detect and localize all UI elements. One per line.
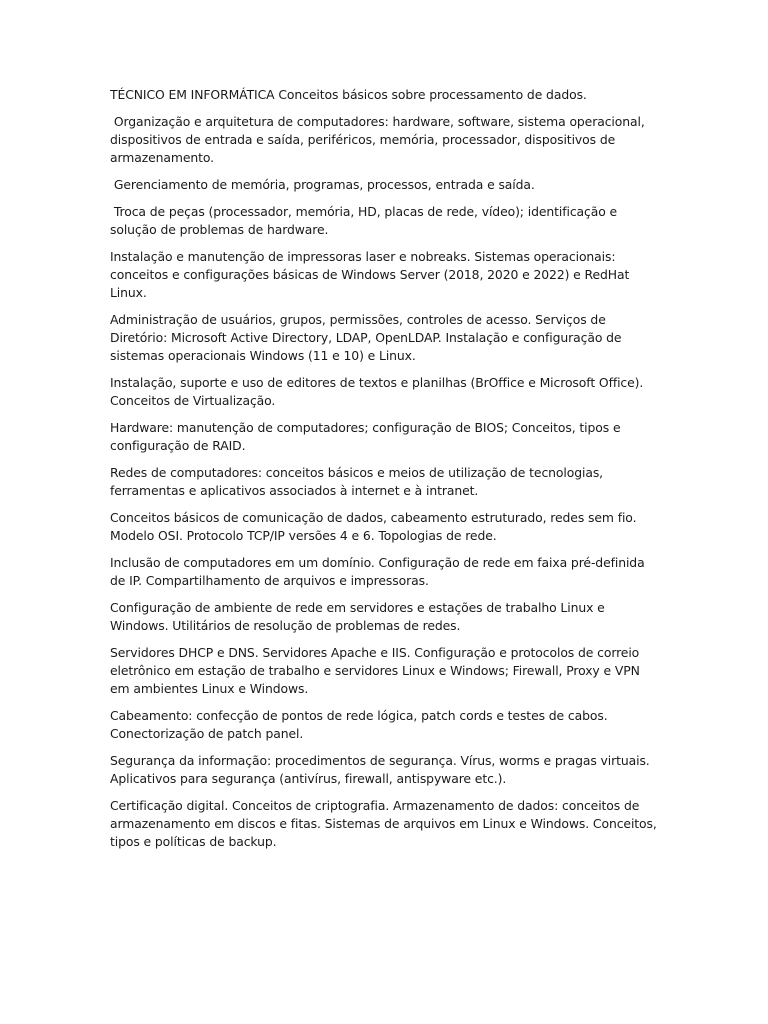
paragraph-ambiente-rede: Configuração de ambiente de rede em servidores e estações de trabalho Linux e Windows. Utilitários de resolução de problemas de redes. xyxy=(110,600,609,633)
paragraph-editores: Instalação, suporte e uso de editores de textos e planilhas (BrOffice e Microsoft Office). Conceitos de Virtualização. xyxy=(110,375,648,408)
paragraph-comunicacao: Conceitos básicos de comunicação de dados, cabeamento estruturado, redes sem fio. Modelo OSI. Protocolo TCP/IP versões 4 e 6. Topologias de rede. xyxy=(110,510,641,543)
paragraph-redes: Redes de computadores: conceitos básicos e meios de utilização de tecnologias, ferramentas e aplicativos associados à internet e à intranet. xyxy=(110,465,607,498)
paragraph-dominio: Inclusão de computadores em um domínio. Configuração de rede em faixa pré-definida de IP. Compartilhamento de arquivos e impressoras. xyxy=(110,555,649,588)
paragraph-impressoras: Instalação e manutenção de impressoras laser e nobreaks. Sistemas operacionais: conceitos e configurações básicas de Windows Server (2018, 2020 e 2022) e RedHat Linux. xyxy=(110,249,634,300)
paragraph-certificacao: Certificação digital. Conceitos de criptografia. Armazenamento de dados: conceitos de armazenamento em discos e fitas. Sistemas de arquivos em Linux e Windows. Conceitos, tipos e políticas de backup. xyxy=(110,798,661,849)
paragraph-cabeamento: Cabeamento: confecção de pontos de rede lógica, patch cords e testes de cabos. Conectorização de patch panel. xyxy=(110,708,612,741)
paragraph-administracao: Administração de usuários, grupos, permissões, controles de acesso. Serviços de Diretório: Microsoft Active Directory, LDAP, OpenLDAP. Instalação e configuração de sistemas operacionais Windows (11 e 10) e Linux. xyxy=(110,312,626,363)
paragraph-organizacao: Organização e arquitetura de computadores: hardware, software, sistema operacional, dispositivos de entrada e saída, periféricos, memória, processador, dispositivos de armazenamento. xyxy=(110,114,649,165)
document-body xyxy=(110,86,661,860)
paragraph-troca-pecas: Troca de peças (processador, memória, HD, placas de rede, vídeo); identificação e solução de problemas de hardware. xyxy=(110,204,621,237)
paragraph-seguranca: Segurança da informação: procedimentos de segurança. Vírus, worms e pragas virtuais. Aplicativos para segurança (antivírus, firewall, antispyware etc.). xyxy=(110,753,654,786)
paragraph-hardware: Hardware: manutenção de computadores; configuração de BIOS; Conceitos, tipos e configuração de RAID. xyxy=(110,420,625,453)
paragraph-servidores: Servidores DHCP e DNS. Servidores Apache e IIS. Configuração e protocolos de correio eletrônico em estação de trabalho e servidores Linux e Windows; Firewall, Proxy e VPN em ambientes Linux e Windows. xyxy=(110,645,644,696)
paragraph-title: TÉCNICO EM INFORMÁTICA Conceitos básicos sobre processamento de dados. xyxy=(110,87,587,102)
paragraph-gerenciamento: Gerenciamento de memória, programas, processos, entrada e saída. xyxy=(110,177,535,192)
